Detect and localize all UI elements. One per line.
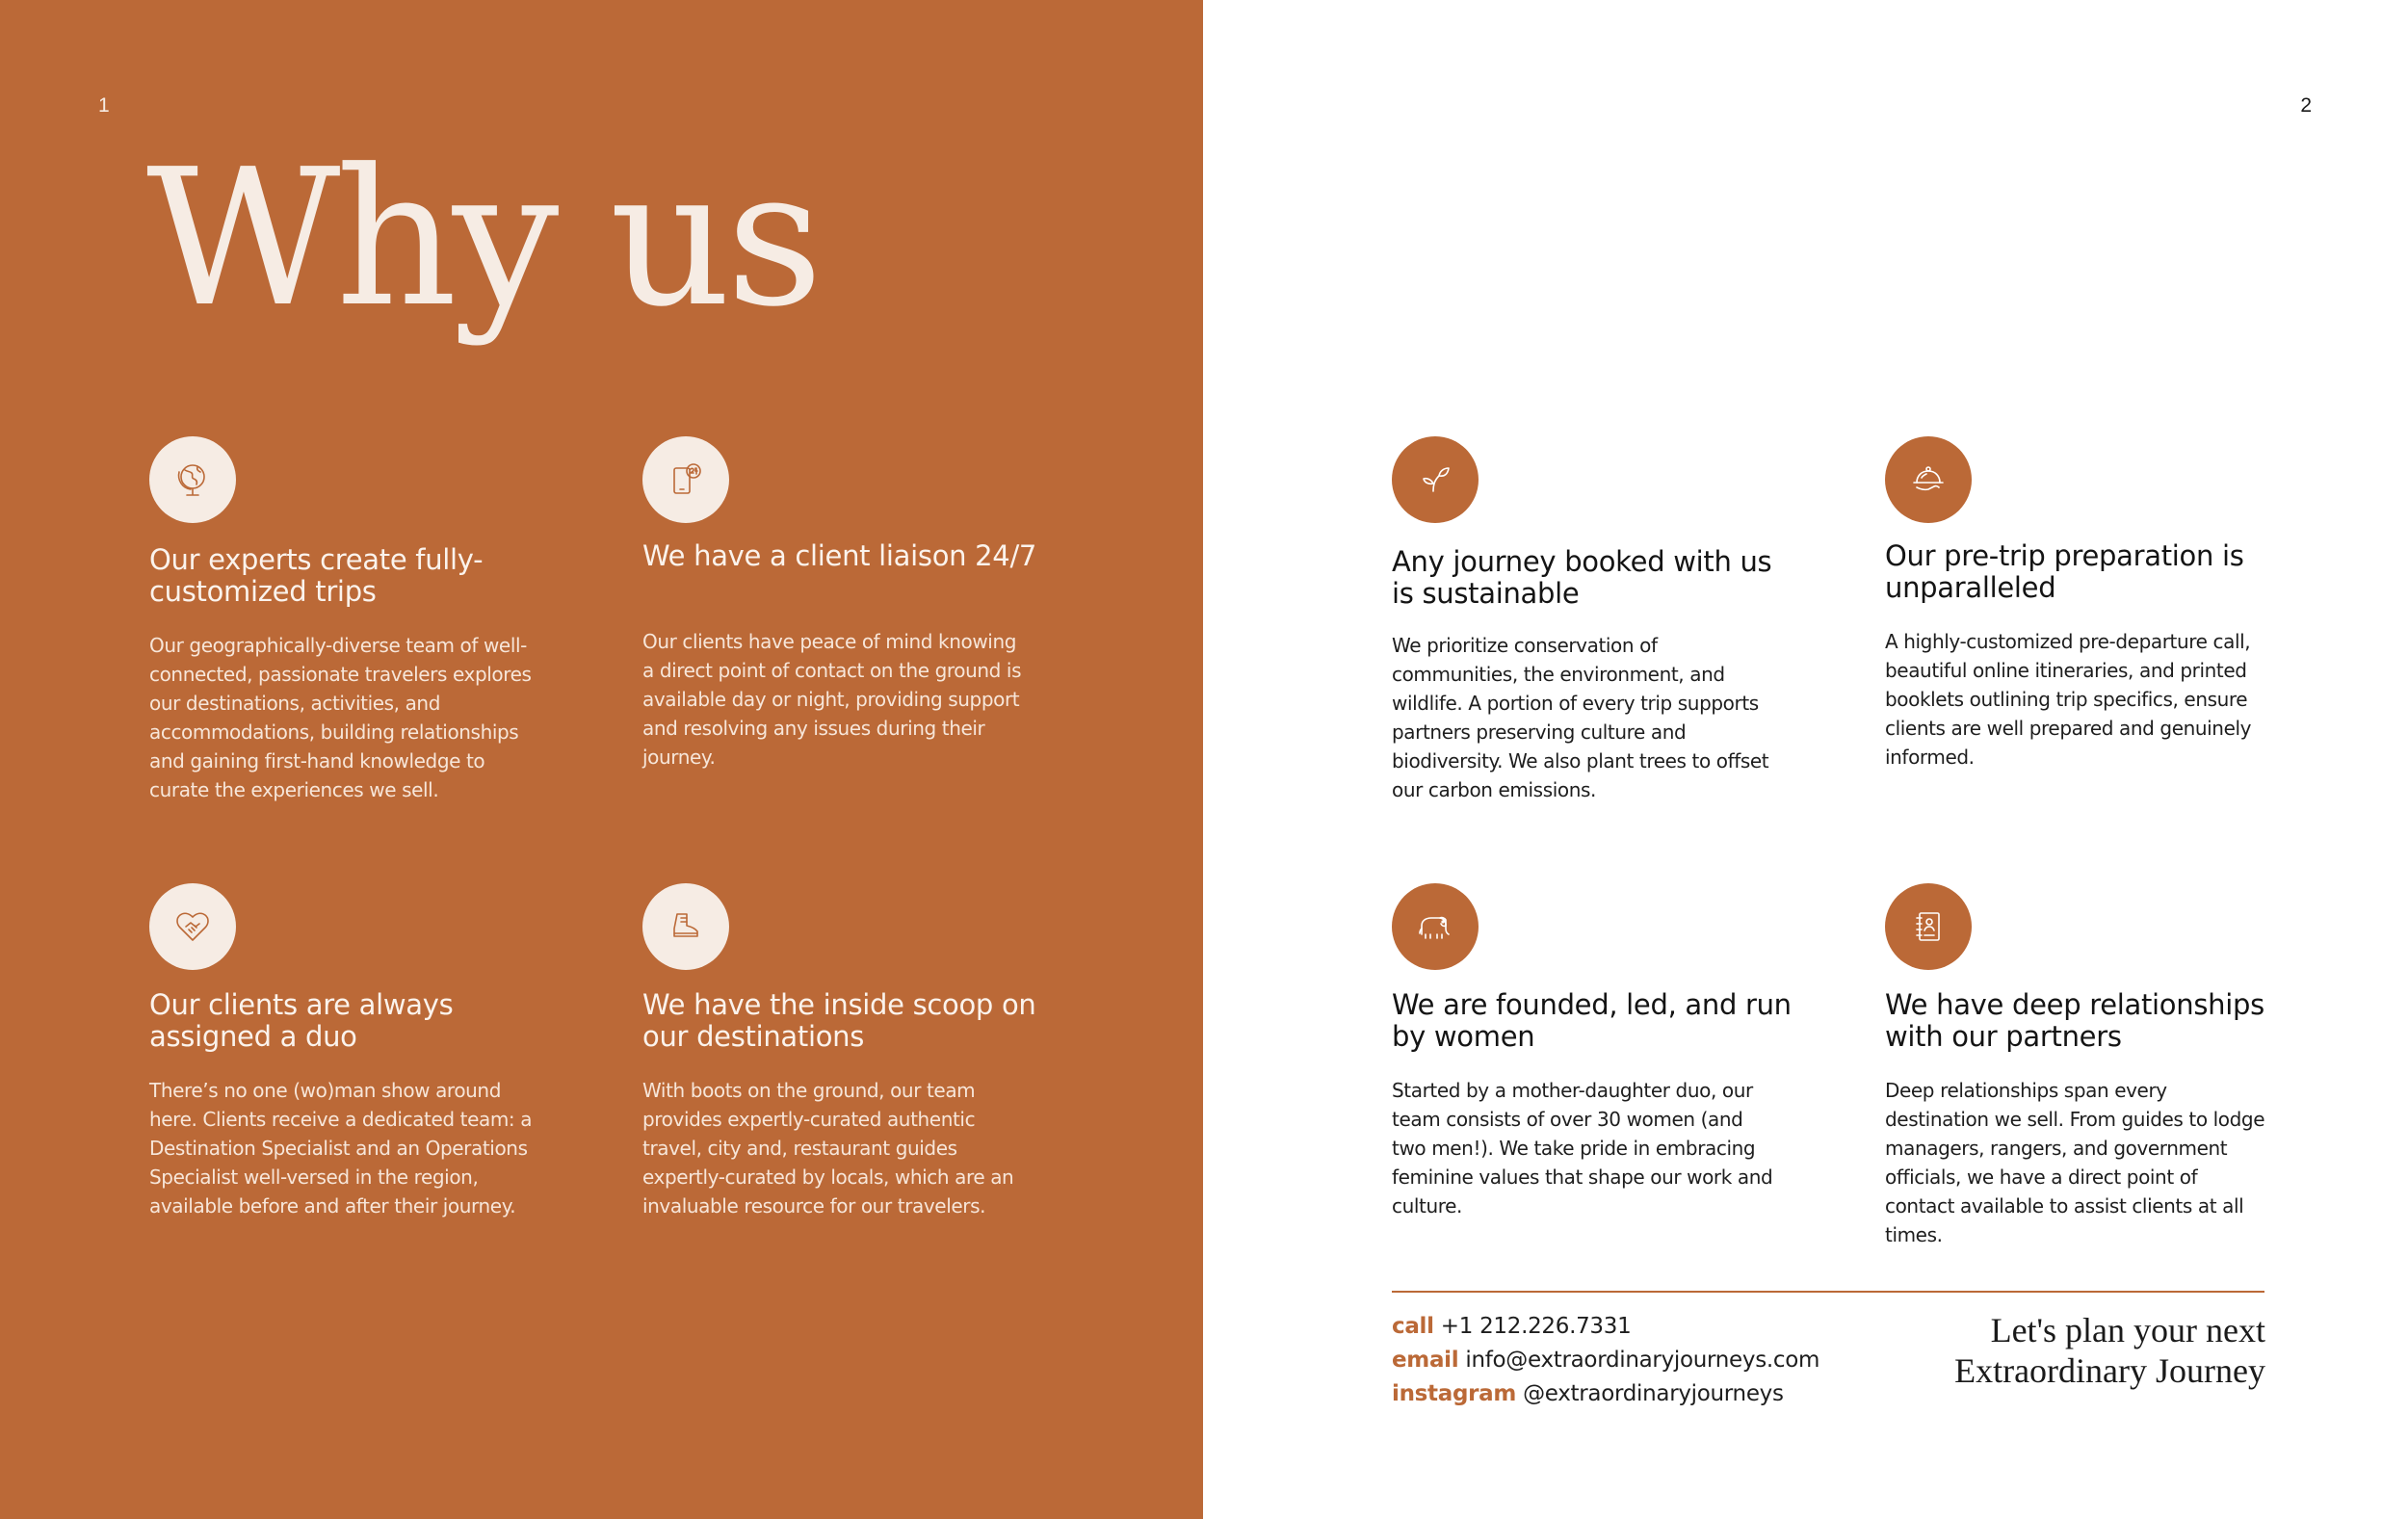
page-number-left: 1	[98, 94, 110, 117]
feature-title: We have the inside scoop on our destinations	[642, 988, 1036, 1053]
contact-email[interactable]	[1392, 1344, 1819, 1377]
feature-title: Our pre-trip preparation is unparalleled	[1885, 539, 2244, 604]
left-page	[0, 0, 1203, 1519]
email-value: info@extraordinaryjourneys.com	[1465, 1348, 1820, 1373]
call-to-action	[1954, 1310, 2265, 1391]
feature-body: We prioritize conservation of communities, the environment, and wildlife. A portion of every trip supports partners preserving culture and biodiversity. We also plant trees to offset our carbon emissions.	[1392, 634, 1769, 801]
feature-body: Our geographically-diverse team of well-connected, passionate travelers explores our destinations, activities, and accommodations, building relationships and gaining first-hand knowledge to curate the experiences we sell.	[149, 634, 532, 801]
contact-divider	[1392, 1291, 2264, 1293]
feature-title: Our clients are always assigned a duo	[149, 988, 454, 1053]
globe-icon	[149, 436, 236, 523]
instagram-label: instagram	[1392, 1381, 1517, 1406]
cta-line-2: Extraordinary Journey	[1954, 1351, 2265, 1390]
feature-title: We are founded, led, and run by women	[1392, 988, 1792, 1053]
contact-instagram[interactable]	[1392, 1377, 1819, 1411]
feature-title: Our experts create fully-customized trips	[149, 543, 484, 608]
feature-title: We have a client liaison 24/7	[642, 539, 1037, 572]
cloche-icon	[1885, 436, 1972, 523]
page-number-right: 2	[2300, 94, 2312, 117]
email-label: email	[1392, 1348, 1459, 1373]
right-page	[1203, 0, 2408, 1519]
feature-body: With boots on the ground, our team provides expertly-curated authentic travel, city and, restaurant guides expertly-curated by locals, which are an invaluable resource for our travelers.	[642, 1079, 1014, 1218]
feature-body: Deep relationships span every destination we sell. From guides to lodge managers, rangers, and government officials, we have a direct point of contact available to assist clients at all times.	[1885, 1079, 2265, 1246]
elephant-icon	[1392, 883, 1479, 970]
feature-body: There’s no one (wo)man show around here. Clients receive a dedicated team: a Destination Specialist and an Operations Specialist well-versed in the region, available before and after their journey.	[149, 1079, 533, 1218]
call-value: +1 212.226.7331	[1440, 1314, 1632, 1339]
feature-title: We have deep relationships with our partners	[1885, 988, 2264, 1053]
feature-body: Our clients have peace of mind knowing a direct point of contact on the ground is available day or night, providing support and resolving any issues during their journey.	[642, 630, 1022, 769]
cta-line-1: Let's plan your next	[1990, 1311, 2265, 1349]
feature-title: Any journey booked with us is sustainable	[1392, 545, 1772, 610]
feature-body: A highly-customized pre-departure call, beautiful online itineraries, and printed booklets outlining trip specifics, ensure clients are well prepared and genuinely informed.	[1885, 630, 2252, 769]
heart-handshake-icon	[149, 883, 236, 970]
contact-call[interactable]	[1392, 1310, 1819, 1344]
phone-24-icon	[642, 436, 729, 523]
notebook-icon	[1885, 883, 1972, 970]
instagram-value: @extraordinaryjourneys	[1523, 1381, 1784, 1406]
page-title: Why us	[146, 129, 819, 349]
boot-icon	[642, 883, 729, 970]
feature-body: Started by a mother-daughter duo, our team consists of over 30 women (and two men!). We take pride in embracing feminine values that shape our work and culture.	[1392, 1079, 1773, 1218]
contact-block	[1392, 1310, 1819, 1411]
sprout-icon	[1392, 436, 1479, 523]
call-label: call	[1392, 1314, 1434, 1339]
